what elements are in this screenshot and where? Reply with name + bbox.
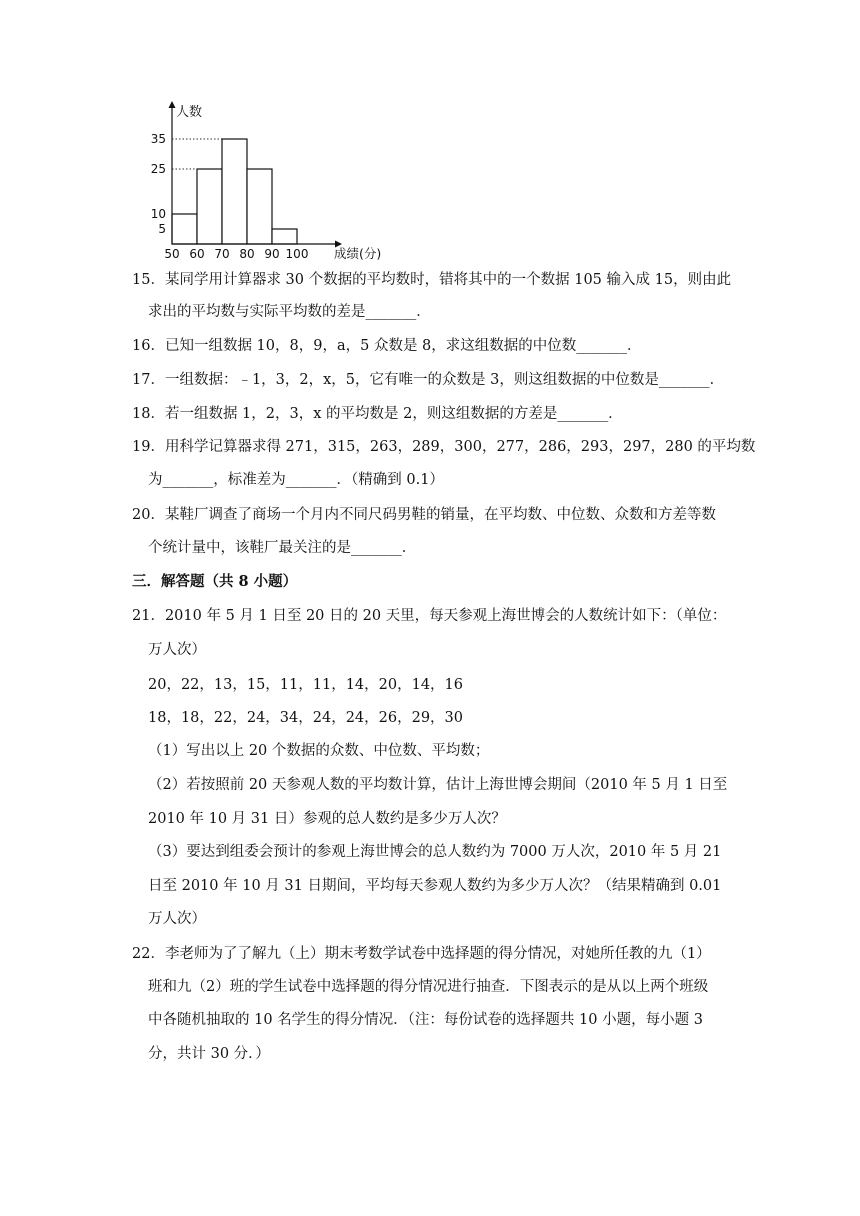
question-17: 17．一组数据：﹣1，3，2，x，5，它有唯一的众数是 3，则这组数据的中位数是_______． [132, 372, 725, 388]
question-22-line-2: 班和九（2）班的学生试卷中选择题的得分情况进行抽查．下图表示的是从以上两个班级 [148, 979, 709, 995]
x-tick-label: 70 [214, 247, 230, 261]
question-21-line-2: 万人次） [148, 642, 206, 658]
question-16: 16．已知一组数据 10，8，9，a，5 众数是 8，求这组数据的中位数_______． [132, 338, 642, 354]
y-axis-title: 人数 [176, 105, 203, 120]
question-21-part-3-line-2: 日至 2010 年 10 月 31 日期间，平均每天参观人数约为多少万人次？（结果精确到 0.01 [148, 878, 722, 894]
x-tick-label: 60 [189, 247, 205, 261]
x-tick-label: 90 [264, 247, 280, 261]
question-19-line-1: 19．用科学记算器求得 271，315，263，289，300，277，286，293，297，280 的平均数 [132, 439, 756, 455]
histogram-chart [130, 96, 450, 268]
section-3-heading: 三．解答题（共 8 小题） [132, 573, 298, 590]
question-21-line-1: 21．2010 年 5 月 1 日至 20 日的 20 天里，每天参观上海世博会的人数统计如下：（单位： [132, 608, 727, 624]
y-tick-label: 10 [150, 207, 166, 221]
y-tick-label: 5 [158, 222, 166, 236]
y-axis-arrow-icon [169, 101, 176, 108]
question-21-part-1: （1）写出以上 20 个数据的众数、中位数、平均数； [148, 743, 490, 759]
x-tick-label: 80 [239, 247, 255, 261]
x-tick-label: 100 [285, 247, 309, 261]
question-21-part-3-line-3: 万人次） [148, 911, 206, 927]
question-15-line-1: 15．某同学用计算器求 30 个数据的平均数时，错将其中的一个数据 105 输入成 15，则由此 [132, 272, 732, 288]
question-22-line-1: 22．李老师为了了解九（上）期末考数学试卷中选择题的得分情况，对她所任教的九（1） [132, 946, 711, 962]
y-tick-label: 35 [150, 132, 166, 146]
histogram-bar [272, 229, 297, 244]
question-20-line-1: 20．某鞋厂调查了商场一个月内不同尺码男鞋的销量，在平均数、中位数、众数和方差等数 [132, 507, 716, 523]
question-21-part-2-line-1: （2）若按照前 20 天参观人数的平均数计算，估计上海世博会期间（2010 年 5 月 1 日至 [148, 777, 728, 793]
histogram-bar [172, 214, 197, 244]
question-22-line-4: 分，共计 30 分．） [148, 1046, 270, 1062]
question-21-data-row-2: 18，18，22，24，34，24，24，26，29，30 [148, 710, 464, 726]
histogram-bar [197, 169, 222, 244]
question-18: 18．若一组数据 1，2，3，x 的平均数是 2，则这组数据的方差是_______． [132, 406, 623, 422]
question-21-part-3-line-1: （3）要达到组委会预计的参观上海世博会的总人数约为 7000 万人次，2010 年 5 月 21 [148, 844, 722, 860]
question-21-data-row-1: 20，22，13，15，11，11，14，20，14，16 [148, 677, 464, 693]
question-21-part-2-line-2: 2010 年 10 月 31 日）参观的总人数约是多少万人次？ [148, 811, 506, 827]
question-20-line-2: 个统计量中，该鞋厂最关注的是_______． [148, 540, 417, 556]
x-axis-title: 成绩(分) [334, 246, 382, 261]
histogram-bar [247, 169, 272, 244]
question-19-line-2: 为_______，标准差为_______．（精确到 0.1） [148, 472, 444, 488]
question-15-line-2: 求出的平均数与实际平均数的差是_______． [148, 304, 431, 320]
y-tick-label: 25 [150, 162, 166, 176]
histogram-bar [222, 139, 247, 244]
question-22-line-3: 中各随机抽取的 10 名学生的得分情况．（注：每份试卷的选择题共 10 小题，每小题 3 [148, 1012, 703, 1028]
x-tick-label: 50 [164, 247, 180, 261]
histogram-svg [130, 96, 450, 268]
